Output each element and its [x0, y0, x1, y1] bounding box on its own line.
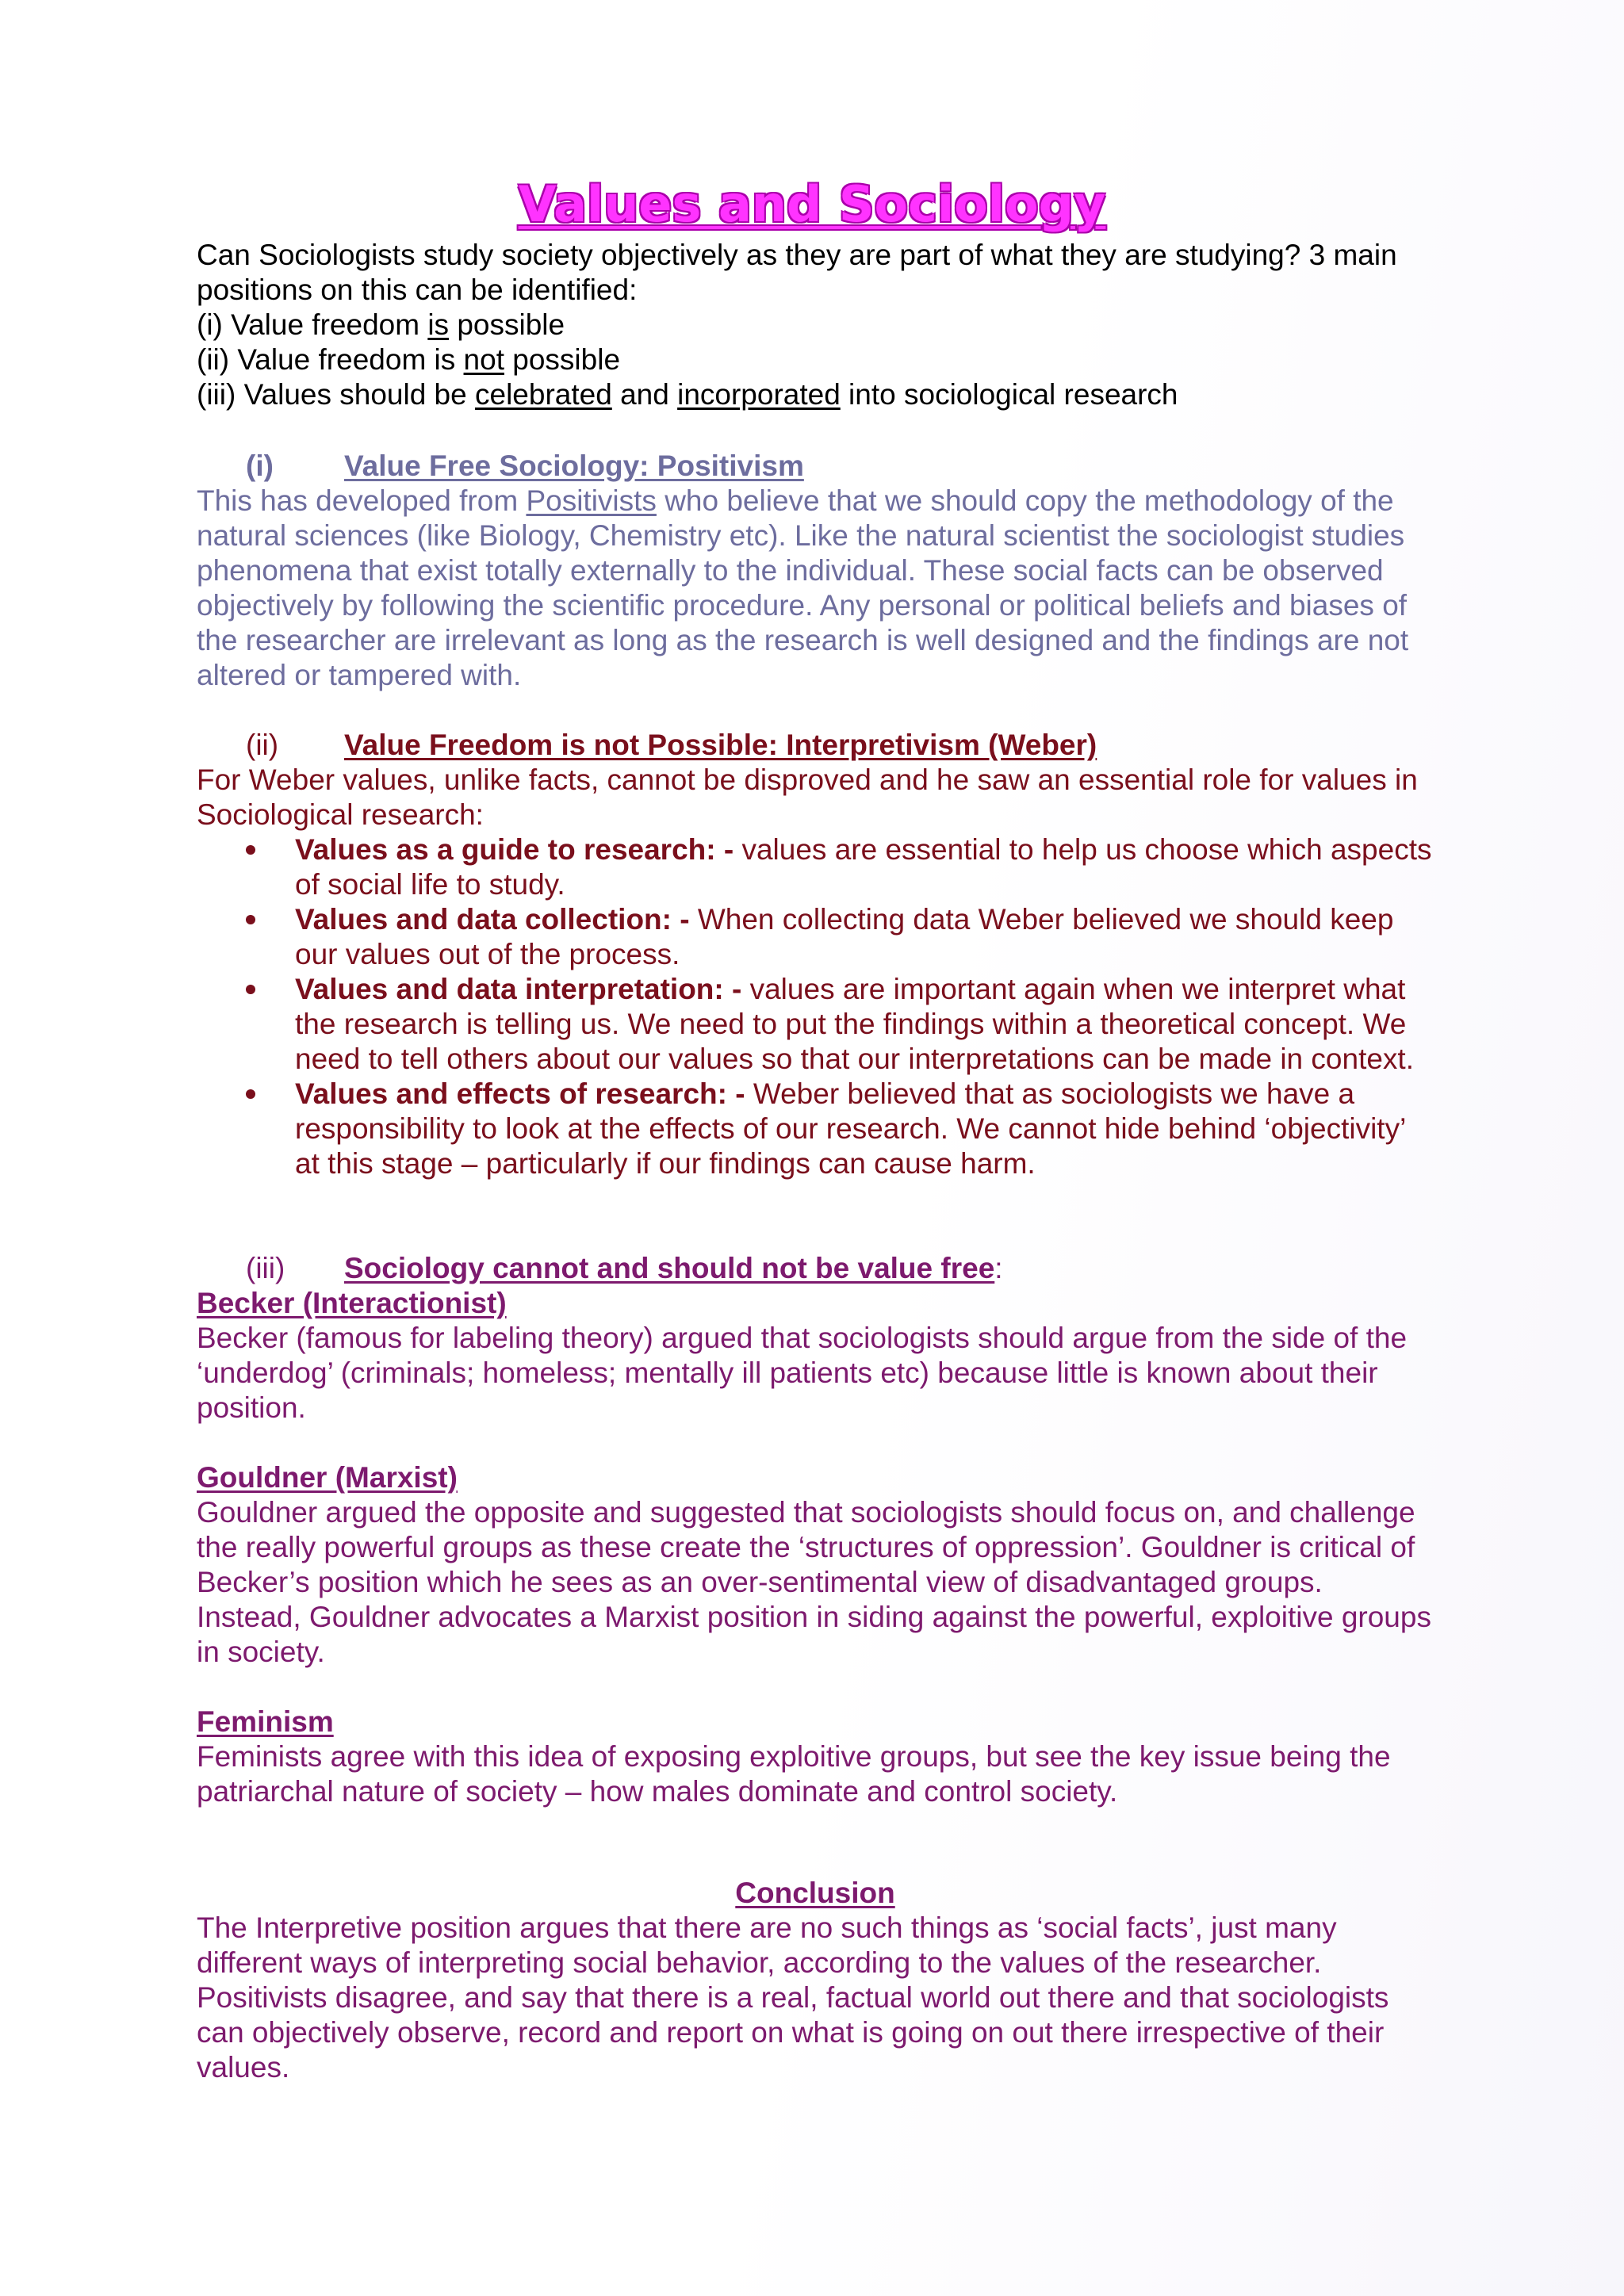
section-title: Sociology cannot and should not be value free — [344, 1252, 995, 1284]
section-value-laden — [197, 1251, 1434, 1809]
section-title: Value Free Sociology: Positivism — [344, 450, 804, 482]
conclusion-body: The Interpretive position argues that there are no such things as ‘social facts’, just many different ways of interpreting social behavior, according to the values of the researcher. Positivists disagree, and say that there is a real, factual world out there and that sociologists can objectively observe, record and report on what is going on out there irrespective of their values. — [197, 1911, 1389, 2084]
feminism-body: Feminists agree with this idea of exposing exploitive groups, but see the key issue being the patriarchal nature of society – how males dominate and control society. — [197, 1740, 1391, 1808]
list-item: Values as a guide to research: - values are essential to help us choose which aspects of social life to study. — [197, 832, 1434, 902]
section-interpretivism — [197, 728, 1434, 1181]
section-number: (i) — [246, 450, 274, 482]
section-heading-value-laden: (iii) Sociology cannot and should not be value free: — [197, 1251, 1434, 1286]
position-3: (iii) Values should be celebrated and incorporated into sociological research — [197, 378, 1178, 411]
section-positivism — [197, 449, 1434, 693]
section-intro: For Weber values, unlike facts, cannot be disproved and he saw an essential role for values in Sociological research: — [197, 763, 1418, 831]
weber-bullet-list — [197, 832, 1434, 1181]
bullet-icon — [246, 1089, 255, 1099]
bullet-icon — [246, 985, 255, 994]
position-2: (ii) Value freedom is not possible — [197, 343, 621, 376]
section-number: (ii) — [246, 729, 279, 761]
intro-paragraph: Can Sociologists study society objectively as they are part of what they are studying? 3 main positions on this can be identified: — [197, 239, 1397, 306]
becker-heading: Becker (Interactionist) — [197, 1287, 507, 1319]
bullet-icon — [246, 915, 255, 924]
section-number: (iii) — [246, 1252, 285, 1284]
section-body: This has developed from Positivists who believe that we should copy the methodology of the natural sciences (like Biology, Chemistry etc). Like the natural scientist the sociologist studies phenomena that exist totally externally to the individual. These social facts can be observed objectively by following the scientific procedure. Any personal or political beliefs and biases of the researcher are irrelevant as long as the research is well designed and the findings are not altered or tampered with. — [197, 484, 1409, 691]
gouldner-body: Gouldner argued the opposite and suggested that sociologists should focus on, and challenge the really powerful groups as these create the ‘structures of oppression’. Gouldner is critical of Becker’s position which he sees as an over-sentimental view of disadvantaged groups. Instead, Gouldner advocates a Marxist position in siding against the powerful, exploitive groups in society. — [197, 1496, 1431, 1668]
section-heading-interpretivism — [197, 728, 1434, 763]
feminism-heading: Feminism — [197, 1705, 334, 1738]
bullet-icon — [246, 845, 255, 855]
intro-block — [197, 238, 1434, 412]
section-heading-positivism — [197, 449, 1434, 484]
list-item: Values and data collection: - When collecting data Weber believed we should keep our values out of the process. — [197, 902, 1434, 972]
document-title: Values and Sociology — [518, 175, 1106, 233]
conclusion-heading: Conclusion — [735, 1877, 895, 1909]
list-item: Values and data interpretation: - values are important again when we interpret what the research is telling us. We need to put the findings within a theoretical concept. We need to tell others about our values so that our interpretations can be made in context. — [197, 972, 1434, 1077]
position-1: (i) Value freedom is possible — [197, 308, 565, 341]
becker-body: Becker (famous for labeling theory) argued that sociologists should argue from the side of the ‘underdog’ (criminals; homeless; mentally ill patients etc) because little is known about their position. — [197, 1322, 1408, 1424]
gouldner-heading: Gouldner (Marxist) — [197, 1461, 458, 1494]
list-item: Values and effects of research: - Weber believed that as sociologists we have a responsibility to look at the effects of our research. We cannot hide behind ‘objectivity’ at this stage – particularly if our findings can cause harm. — [197, 1077, 1434, 1181]
section-title: Value Freedom is not Possible: Interpretivism (Weber) — [344, 729, 1097, 761]
conclusion-section — [197, 1876, 1434, 2085]
